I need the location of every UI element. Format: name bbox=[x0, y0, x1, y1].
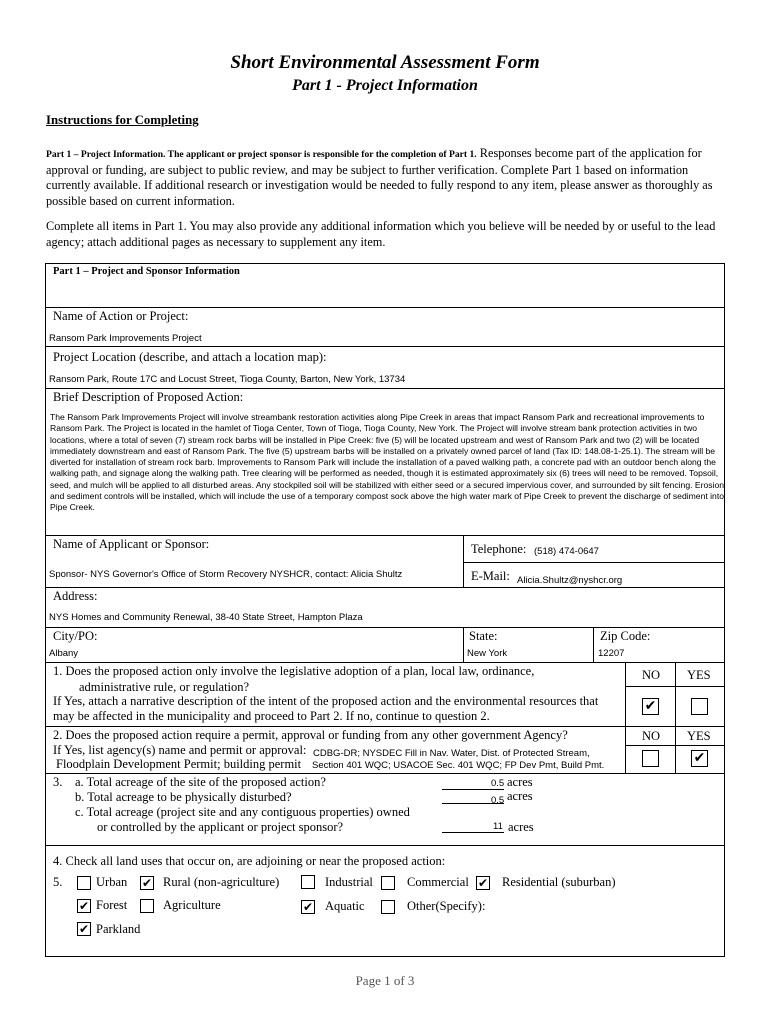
q4-text: 4. Check all land uses that occur on, are adjoining or near the proposed action: bbox=[53, 854, 446, 868]
q2-yes-checkbox[interactable]: ✔ bbox=[691, 750, 708, 767]
rural-label: Rural (non-agriculture) bbox=[163, 875, 280, 889]
aquatic-checkbox[interactable]: ✔ bbox=[302, 900, 314, 914]
other-label: Other(Specify): bbox=[407, 899, 486, 913]
email-value[interactable]: Alicia.Shultz@nyshcr.org bbox=[517, 575, 623, 586]
industrial-label: Industrial bbox=[325, 875, 373, 889]
aquatic-label: Aquatic bbox=[325, 899, 365, 913]
other-checkbox[interactable] bbox=[381, 900, 395, 914]
q2-no-checkbox[interactable] bbox=[642, 750, 659, 767]
page-number: Page 1 of 3 bbox=[355, 973, 415, 988]
q1-line-3: If Yes, attach a narrative description of the intent of the proposed action and the environmental resources that bbox=[53, 694, 599, 708]
q3-number: 3. bbox=[53, 775, 63, 789]
q3-c-label-1: c. Total acreage (project site and any contiguous properties) owned bbox=[75, 805, 410, 819]
email-label: E-Mail: bbox=[471, 569, 510, 583]
parkland-label: Parkland bbox=[96, 922, 141, 936]
q3-b-label: b. Total acreage to be physically disturbed? bbox=[75, 790, 292, 804]
q3-a-blank[interactable] bbox=[442, 789, 504, 790]
address-label: Address: bbox=[53, 589, 98, 603]
q3-a-label: a. Total acreage of the site of the proposed action? bbox=[75, 775, 326, 789]
rural-checkbox[interactable]: ✔ bbox=[141, 876, 153, 890]
section-title: Part 1 – Project and Sponsor Information bbox=[53, 266, 240, 277]
applicant-label: Name of Applicant or Sponsor: bbox=[53, 537, 210, 551]
q1-line-1: 1. Does the proposed action only involve the legislative adoption of a plan, local law, ordinance, bbox=[53, 664, 535, 678]
agriculture-label: Agriculture bbox=[163, 898, 221, 912]
q2-line-2: If Yes, list agency(s) name and permit or approval: bbox=[53, 743, 307, 757]
q3-a-unit: acres bbox=[507, 775, 533, 789]
telephone-label: Telephone: bbox=[471, 542, 527, 556]
state-value[interactable]: New York bbox=[467, 648, 508, 659]
q3-a-value[interactable]: 0.5 bbox=[491, 778, 505, 789]
q1-no-label: NO bbox=[642, 668, 661, 682]
zip-label: Zip Code: bbox=[600, 629, 651, 643]
urban-label: Urban bbox=[96, 875, 128, 889]
project-location-value[interactable]: Ransom Park, Route 17C and Locust Street, Tioga County, Barton, New York, 13734 bbox=[49, 374, 406, 385]
applicant-value[interactable]: Sponsor- NYS Governor's Office of Storm Recovery NYSHCR, contact: Alicia Shultz bbox=[49, 569, 403, 580]
project-name-label: Name of Action or Project: bbox=[53, 309, 189, 323]
agriculture-checkbox[interactable] bbox=[140, 899, 154, 913]
telephone-value[interactable]: (518) 474-0647 bbox=[534, 546, 599, 557]
q3-c-blank[interactable] bbox=[442, 832, 504, 833]
instructions-bold-lead: Part 1 – Project Information. The applicant or project sponsor is responsible for the completion of Part 1. bbox=[46, 149, 477, 160]
forest-label: Forest bbox=[96, 898, 128, 912]
residential-label: Residential (suburban) bbox=[502, 875, 616, 889]
q1-no-checkbox[interactable]: ✔ bbox=[642, 698, 659, 715]
description-value[interactable]: The Ransom Park Improvements Project will involve streambank restoration activities along Pipe Creek in areas that impact Ransom Park and recreational improvements to Ransom Park. The Project is located in the hamlet of Tioga Center, Town of Tioga, Tioga County, New York. The Project will involve stream bank protection activities in two locations, where a total of seven (7) stream rock barbs will be installed in Pipe Creek: five (5) will be located upstream and west of Ransom Park and two (2) will be located immediately downstream and east of Ransom Park. The five (5) upstream barbs will be installed on a privately owned parcel of land (Tax ID: 148.08-1-25.1). The stream will be diverted for installation of stream rock barb. Improvements to Ransom Park will include the installation of a paved walking path, a concrete pad with an outdoor bench along the walking path, and signage along the walking path. Tree clearing will be performed as needed, though it is estimated approximately six (6) trees will need to be removed. Topsoil, seed, and mulch will be applied to all disturbed areas. Any stockpiled soil will be stabilized with either seed or a secured impervious cover, and surrounded by silt fencing. Erosion and sediment controls will be installed, which will include the use of a temporary compost sock above the high water mark of Pipe Creek to prevent the discharge of sediment into Pipe Creek. bbox=[50, 412, 725, 513]
q2-line-3: Floodplain Development Permit; building permit bbox=[56, 757, 302, 771]
q3-b-unit: acres bbox=[507, 789, 533, 803]
project-name-value[interactable]: Ransom Park Improvements Project bbox=[49, 333, 202, 344]
project-location-label: Project Location (describe, and attach a location map): bbox=[53, 350, 327, 364]
form-box bbox=[45, 263, 725, 957]
q1-line-2: administrative rule, or regulation? bbox=[79, 680, 250, 694]
forest-checkbox[interactable]: ✔ bbox=[78, 899, 90, 913]
urban-checkbox[interactable] bbox=[77, 876, 91, 890]
city-value[interactable]: Albany bbox=[49, 648, 79, 659]
instructions-paragraph-2: Complete all items in Part 1. You may also provide any additional information which you believe will be needed by or useful to the lead agency; attach additional pages as necessary to supplement any item. bbox=[46, 219, 716, 249]
residential-checkbox[interactable]: ✔ bbox=[477, 876, 489, 890]
parkland-checkbox[interactable]: ✔ bbox=[78, 922, 90, 936]
commercial-checkbox[interactable] bbox=[381, 876, 395, 890]
q3-c-unit: acres bbox=[508, 820, 534, 834]
q1-yes-label: YES bbox=[687, 668, 711, 682]
q2-agency-value-1[interactable]: CDBG-DR; NYSDEC Fill in Nav. Water, Dist. of Protected Stream, bbox=[313, 748, 590, 759]
city-label: City/PO: bbox=[53, 629, 98, 643]
address-value[interactable]: NYS Homes and Community Renewal, 38-40 State Street, Hampton Plaza bbox=[49, 612, 363, 623]
industrial-checkbox[interactable] bbox=[301, 875, 315, 889]
instructions-text: Responses become part of the application for approval or funding, are subject to public review, and may be subject to further verification. Complete Part 1 based on information currently available. If additional research or investigation would be needed to fully respond to any item, please answer as thoroughly as possible based on current information. bbox=[46, 146, 713, 208]
q3-c-label-2: or controlled by the applicant or project sponsor? bbox=[97, 820, 344, 834]
commercial-label: Commercial bbox=[407, 875, 469, 889]
description-label: Brief Description of Proposed Action: bbox=[53, 390, 244, 404]
state-label: State: bbox=[469, 629, 498, 643]
q2-line-1: 2. Does the proposed action require a permit, approval or funding from any other government Agency? bbox=[53, 728, 568, 742]
q5-number: 5. bbox=[53, 875, 63, 889]
q3-c-value[interactable]: 11 bbox=[493, 821, 503, 832]
form-subtitle: Part 1 - Project Information bbox=[292, 77, 478, 94]
q1-yes-checkbox[interactable] bbox=[691, 698, 708, 715]
q1-line-4: may be affected in the municipality and proceed to Part 2. If no, continue to question 2. bbox=[53, 709, 490, 723]
q3-b-value[interactable]: 0.5 bbox=[491, 795, 505, 806]
zip-value[interactable]: 12207 bbox=[598, 648, 625, 659]
q2-yes-label: YES bbox=[687, 729, 711, 743]
instructions-heading: Instructions for Completing bbox=[46, 113, 199, 127]
form-title: Short Environmental Assessment Form bbox=[230, 52, 540, 73]
q2-agency-value-2[interactable]: Section 401 WQC; USACOE Sec. 401 WQC; FP Dev Pmt, Build Pmt. bbox=[312, 760, 605, 771]
instructions-paragraph-1 bbox=[46, 146, 726, 209]
q2-no-label: NO bbox=[642, 729, 661, 743]
